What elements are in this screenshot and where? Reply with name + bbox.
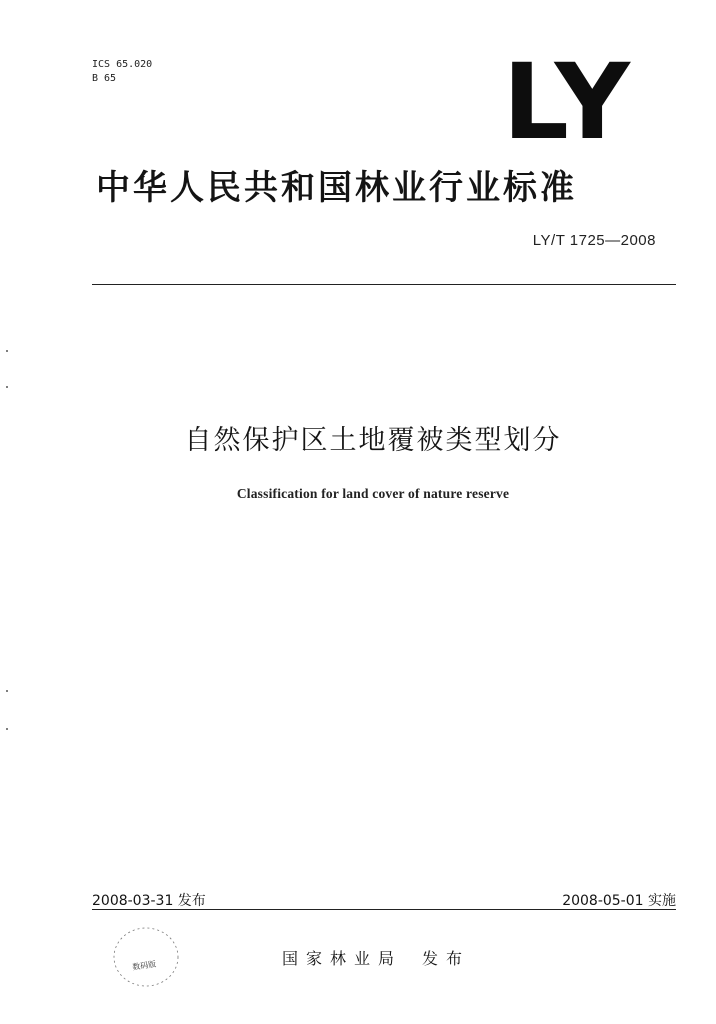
brand-mark: LY xyxy=(502,41,632,163)
scan-speck xyxy=(6,728,8,730)
standard-title: 中华人民共和国林业行业标准 xyxy=(96,168,577,208)
issuer-line xyxy=(282,946,470,969)
footer-divider xyxy=(92,909,676,910)
standard-number: LY/T 1725—2008 xyxy=(532,232,656,249)
meta-block xyxy=(92,58,152,86)
publish-date: 2008-03-31 发布 xyxy=(92,893,206,909)
scan-speck xyxy=(6,350,8,352)
effective-date: 2008-05-01 实施 xyxy=(562,893,676,909)
header-divider xyxy=(92,284,676,285)
scan-speck xyxy=(6,690,8,692)
issuer-name: 国家林业局 xyxy=(282,949,403,968)
issue-verb: 发布 xyxy=(422,949,471,968)
svg-text:数码版: 数码版 xyxy=(131,959,157,972)
document-title: 自然保护区土地覆被类型划分 xyxy=(184,425,562,456)
document-title-english: Classification for land cover of nature reserve xyxy=(236,486,510,501)
scan-speck xyxy=(6,386,8,388)
ics-code: ICS 65.020 xyxy=(92,59,153,70)
stamp-seal xyxy=(110,924,182,990)
classification-code: B 65 xyxy=(92,73,117,84)
